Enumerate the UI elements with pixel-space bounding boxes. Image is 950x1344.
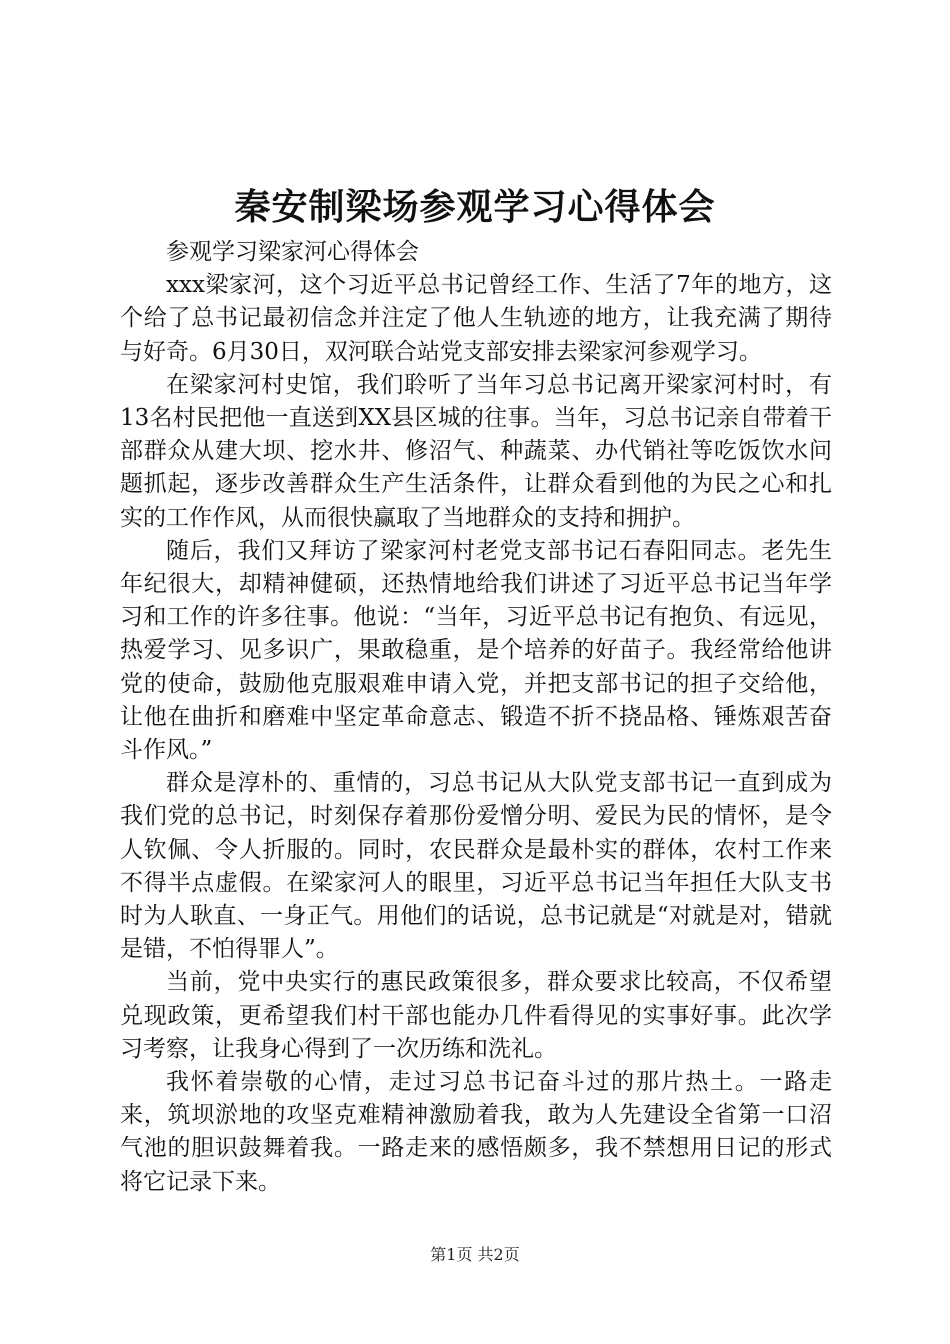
page-footer: 第1页 共2页: [430, 1245, 520, 1264]
paragraph: 在梁家河村史馆，我们聆听了当年习总书记离开梁家河村时，有13名村民把他一直送到XX县区城的往事。当年，习总书记亲自带着干部群众从建大坝、挖水井、修沼气、种蔬菜、办代销社等吃饭饮水问题抓起，逐步改善群众生产生活条件，让群众看到他的为民之心和扎实的工作作风，从而很快赢取了当地群众的支持和拥护。: [120, 371, 832, 531]
paragraph: 随后，我们又拜访了梁家河村老党支部书记石春阳同志。老先生年纪很大，却精神健硕，还热情地给我们讲述了习近平总书记当年学习和工作的许多往事。他说：“当年，习近平总书记有抱负、有远见，热爱学习、见多识广，果敢稳重，是个培养的好苗子。我经常给他讲党的使命，鼓励他克服艰难申请入党，并把支部书记的担子交给他，让他在曲折和磨难中坚定革命意志、锻造不折不挠品格、锤炼艰苦奋斗作风。”: [120, 537, 832, 764]
paragraph: xxx梁家河，这个习近平总书记曾经工作、生活了7年的地方，这个给了总书记最初信念并注定了他人生轨迹的地方，让我充满了期待与好奇。6月30日，双河联合站党支部安排去梁家河参观学习。: [120, 272, 832, 365]
document-subtitle: 参观学习梁家河心得体会: [166, 239, 419, 265]
paragraph: 群众是淳朴的、重情的，习总书记从大队党支部书记一直到成为我们党的总书记，时刻保存着那份爱憎分明、爱民为民的情怀，是令人钦佩、令人折服的。同时，农民群众是最朴实的群体，农村工作来不得半点虚假。在梁家河人的眼里，习近平总书记当年担任大队支书时为人耿直、一身正气。用他们的话说，总书记就是“对就是对，错就是错，不怕得罪人”。: [120, 770, 832, 963]
document-title: 秦安制梁场参观学习心得体会: [234, 186, 716, 228]
document-body: [120, 236, 832, 1199]
paragraph: 我怀着崇敬的心情，走过习总书记奋斗过的那片热土。一路走来，筑坝淤地的攻坚克难精神激励着我，敢为人先建设全省第一口沼气池的胆识鼓舞着我。一路走来的感悟颇多，我不禁想用日记的形式将它记录下来。: [120, 1069, 832, 1195]
paragraph: 当前，党中央实行的惠民政策很多，群众要求比较高，不仅希望兑现政策，更希望我们村干部也能办几件看得见的实事好事。此次学习考察，让我身心得到了一次历练和洗礼。: [120, 969, 832, 1062]
